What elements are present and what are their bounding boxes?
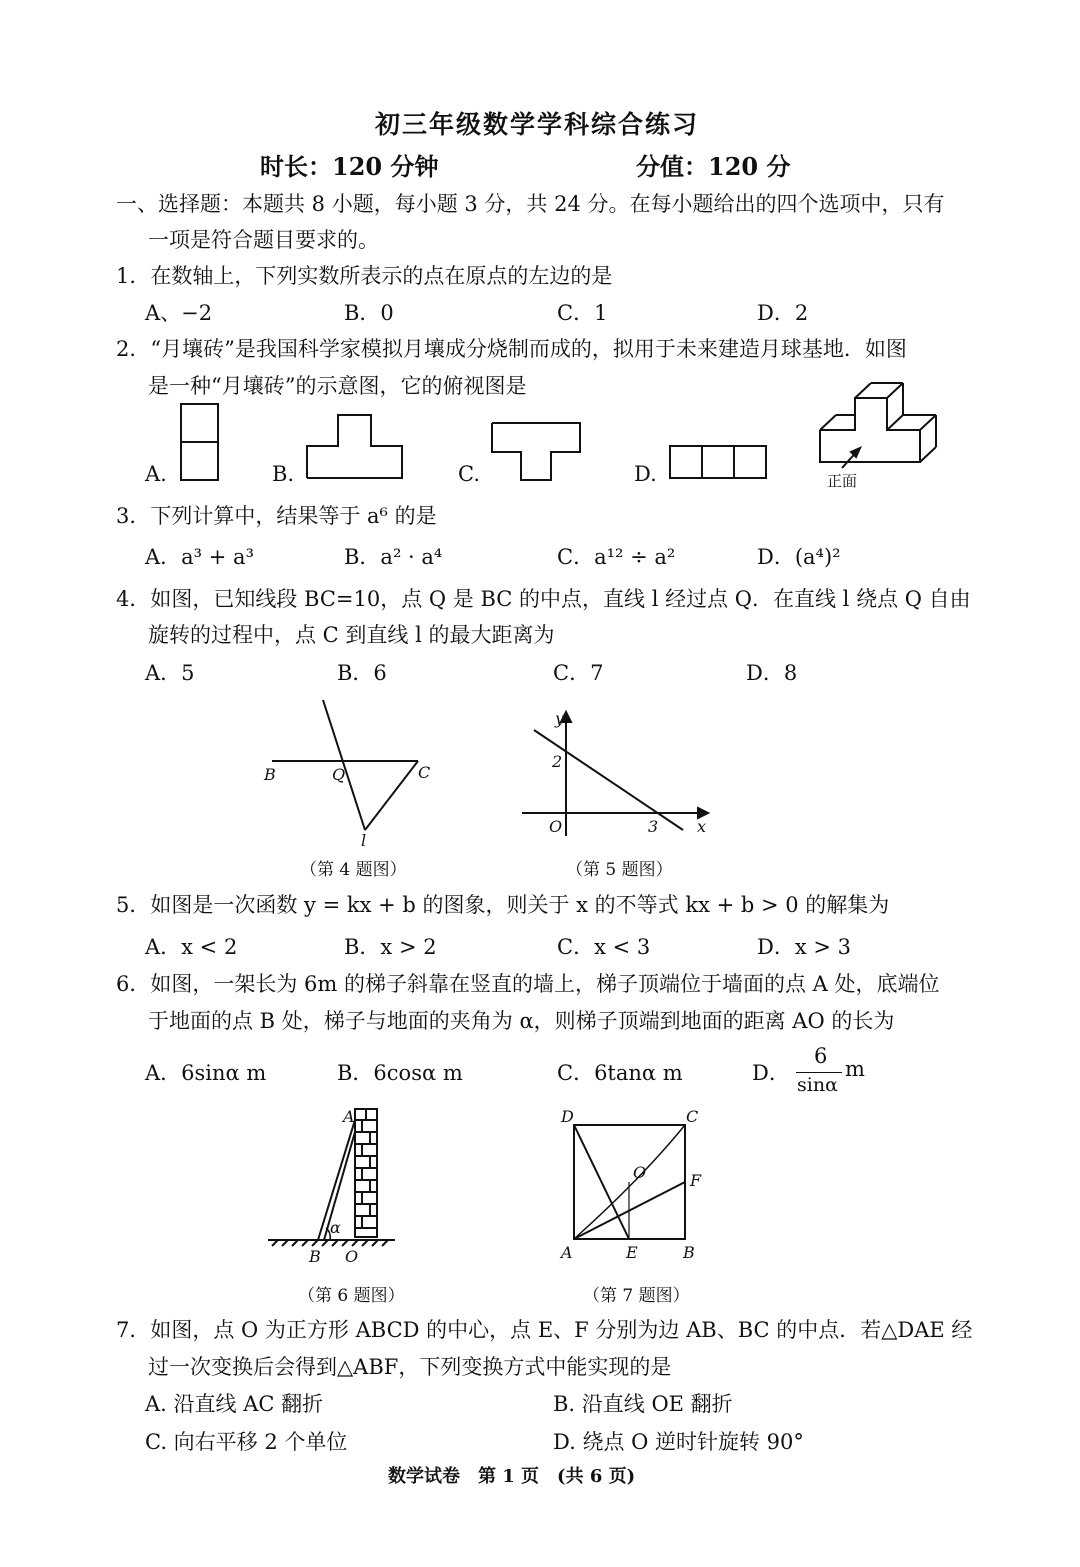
q1-stem: 1．在数轴上，下列实数所表示的点在原点的左边的是: [116, 264, 613, 288]
q4-option-a: A．5: [145, 661, 195, 685]
q6-option-d-numerator: 6: [814, 1044, 828, 1068]
q7-option-b: B. 沿直线 OE 翻折: [553, 1392, 733, 1416]
q7-label-c: C: [686, 1107, 699, 1126]
q4-label-l: l: [361, 831, 367, 850]
q6-label-a: A: [343, 1107, 355, 1126]
q6-label-alpha: α: [330, 1218, 341, 1237]
q7-option-a: A. 沿直线 AC 翻折: [145, 1392, 324, 1416]
q4-option-b: B．6: [337, 661, 387, 685]
q1-option-d: D．2: [757, 301, 809, 325]
q7-label-b: B: [683, 1243, 695, 1262]
q7-label-a: A: [561, 1243, 573, 1262]
q6-label-o: O: [345, 1247, 359, 1266]
q7-label-e: E: [626, 1243, 638, 1262]
q2-stem-line2: 是一种“月壤砖”的示意图，它的俯视图是: [148, 374, 527, 398]
exam-score: 分值：120 分: [636, 152, 791, 181]
q7-figure: [559, 1107, 702, 1262]
q2-option-c: C.: [458, 462, 480, 486]
q2-option-a: A.: [145, 462, 167, 486]
q2-option-d: D.: [634, 462, 657, 486]
q6-option-a: A．6sinα m: [145, 1061, 267, 1085]
q5-label-o: O: [549, 817, 563, 836]
q3-option-c: C．a¹² ÷ a²: [557, 545, 676, 569]
q6-stem-line1: 6．如图，一架长为 6m 的梯子斜靠在竖直的墙上，梯子顶端位于墙面的点 A 处，底端位: [116, 972, 940, 996]
q2-front-label: 正面: [827, 472, 858, 490]
q7-option-c: C. 向右平移 2 个单位: [145, 1430, 348, 1454]
q6-option-d-unit: m: [845, 1057, 865, 1081]
q7-option-d: D. 绕点 O 逆时针旋转 90°: [553, 1430, 804, 1454]
q4-label-c: C: [418, 763, 431, 782]
q1-option-a: A、−2: [145, 301, 213, 325]
q6-label-b: B: [309, 1247, 321, 1266]
q7-stem-line2: 过一次变换后会得到△ABF，下列变换方式中能实现的是: [148, 1355, 672, 1379]
q5-option-d: D．x > 3: [757, 935, 851, 959]
page-footer: 数学试卷 第 1 页 (共 6 页): [388, 1466, 636, 1487]
q5-option-a: A．x < 2: [145, 935, 238, 959]
q6-option-d-denominator: sinα: [797, 1074, 838, 1096]
exam-duration: 时长：120 分钟: [260, 152, 439, 181]
q6-option-b: B．6cosα m: [337, 1061, 463, 1085]
q3-stem: 3．下列计算中，结果等于 a⁶ 的是: [116, 504, 437, 528]
q5-label-x: x: [697, 817, 707, 836]
q6-option-c: C．6tanα m: [557, 1061, 683, 1085]
q1-option-c: C．1: [557, 301, 608, 325]
q4-label-q: Q: [332, 765, 346, 784]
q2-option-b: B.: [272, 462, 295, 486]
q4-stem-line2: 旋转的过程中，点 C 到直线 l 的最大距离为: [148, 623, 555, 647]
q5-option-b: B．x > 2: [344, 935, 437, 959]
q5-label-y: y: [555, 709, 565, 728]
q5-stem: 5．如图是一次函数 y = kx + b 的图象，则关于 x 的不等式 kx + b > 0 的解集为: [116, 893, 890, 917]
q4-option-c: C．7: [553, 661, 604, 685]
q1-option-b: B．0: [344, 301, 394, 325]
q5-label-3: 3: [648, 817, 659, 836]
q5-caption: （第 5 题图）: [566, 860, 673, 880]
q3-option-a: A．a³ + a³: [145, 545, 254, 569]
page-title: 初三年级数学学科综合练习: [375, 110, 700, 139]
q7-stem-line1: 7．如图，点 O 为正方形 ABCD 的中心，点 E、F 分别为边 AB、BC 的中点．若△DAE 经: [116, 1318, 973, 1342]
q5-label-2: 2: [552, 752, 563, 771]
q7-label-o: O: [633, 1163, 647, 1182]
section-instructions-line2: 一项是符合题目要求的。: [148, 228, 379, 252]
q3-option-d: D．(a⁴)²: [757, 545, 841, 569]
q6-option-d: D．: [752, 1061, 790, 1085]
q5-option-c: C．x < 3: [557, 935, 651, 959]
q7-label-d: D: [561, 1107, 574, 1126]
section-instructions-line1: 一、选择题：本题共 8 小题，每小题 3 分，共 24 分。在每小题给出的四个选项中，只有: [116, 192, 945, 216]
q2-stem-line1: 2．“月壤砖”是我国科学家模拟月壤成分烧制而成的，拟用于未来建造月球基地．如图: [116, 337, 907, 361]
q6-stem-line2: 于地面的点 B 处，梯子与地面的夹角为 α，则梯子顶端到地面的距离 AO 的长为: [148, 1009, 895, 1033]
q3-option-b: B．a² · a⁴: [344, 545, 443, 569]
q4-stem-line1: 4．如图，已知线段 BC=10，点 Q 是 BC 的中点，直线 l 经过点 Q．在直线 l 绕点 Q 自由: [116, 587, 971, 611]
q7-label-f: F: [690, 1171, 702, 1190]
q4-caption: （第 4 题图）: [300, 860, 407, 880]
q6-caption: （第 6 题图）: [298, 1286, 405, 1306]
q7-caption: （第 7 题图）: [583, 1286, 690, 1306]
q6-figure: [268, 1107, 395, 1266]
q4-label-b: B: [264, 765, 276, 784]
q4-option-d: D．8: [746, 661, 798, 685]
